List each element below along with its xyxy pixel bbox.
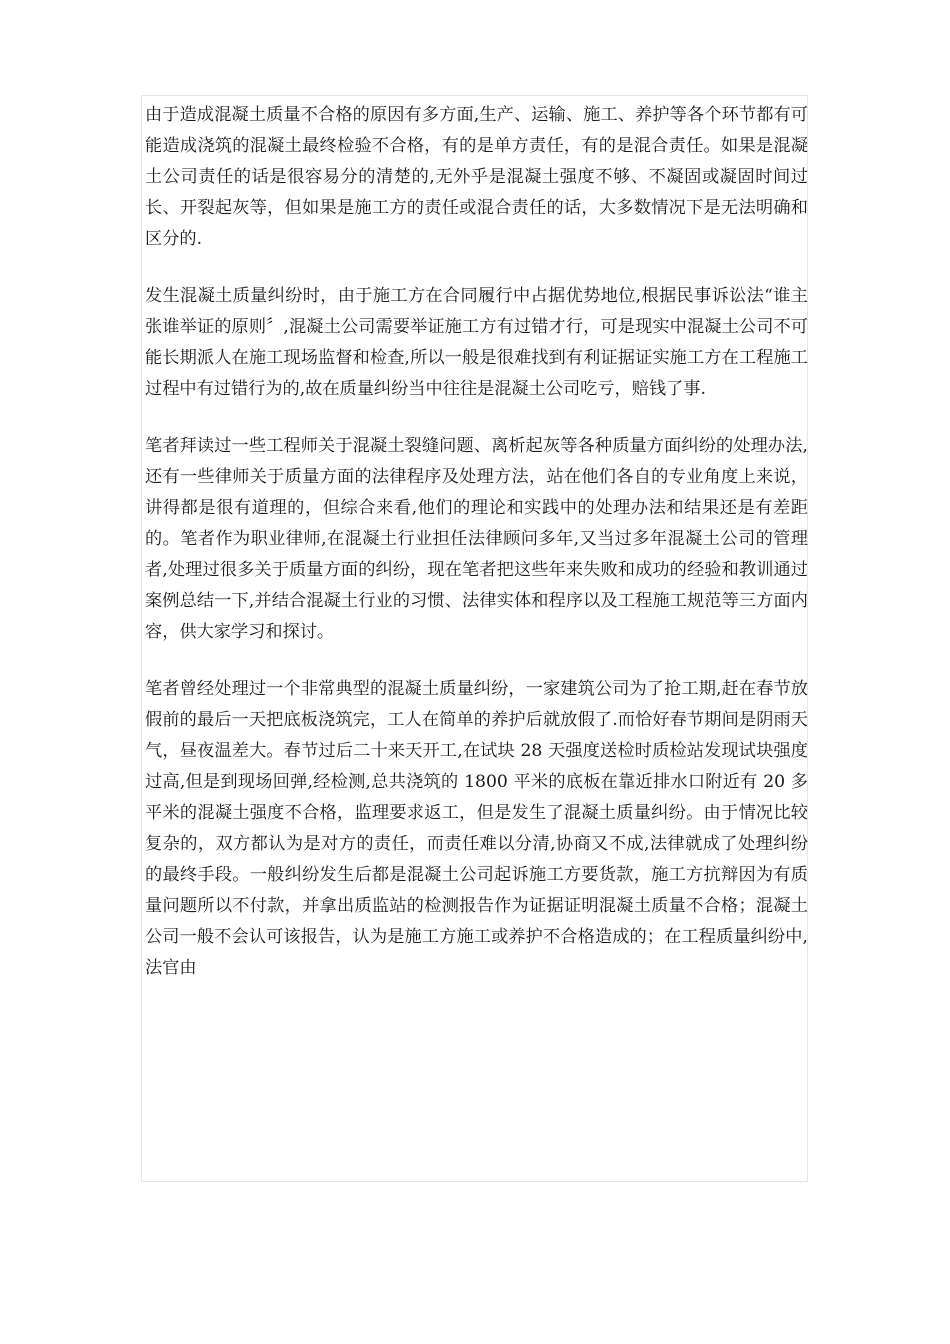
paragraph-2: 发生混凝土质量纠纷时，由于施工方在合同履行中占据优势地位,根据民事诉讼法“谁主张谁举证的原则〞,混凝土公司需要举证施工方有过错才行，可是现实中混凝土公司不可能长期派人在施工现场监督和检查,所以一般是很难找到有利证据证实施工方在工程施工过程中有过错行为的,故在质量纠纷当中往往是混凝土公司吃亏，赔钱了事. [145,286,808,399]
document-body [145,100,808,1010]
paragraph-1: 由于造成混凝土质量不合格的原因有多方面,生产、运输、施工、养护等各个环节都有可能造成浇筑的混凝土最终检验不合格，有的是单方责任，有的是混合责任。如果是混凝土公司责任的话是很容易分的清楚的,无外乎是混凝土强度不够、不凝固或凝固时间过长、开裂起灰等，但如果是施工方的责任或混合责任的话，大多数情况下是无法明确和区分的. [145,105,808,249]
paragraph-3: 笔者拜读过一些工程师关于混凝土裂缝问题、离析起灰等各种质量方面纠纷的处理办法,还有一些律师关于质量方面的法律程序及处理方法，站在他们各自的专业角度上来说，讲得都是很有道理的，但综合来看,他们的理论和实践中的处理办法和结果还是有差距的。笔者作为职业律师,在混凝土行业担任法律顾问多年,又当过多年混凝土公司的管理者,处理过很多关于质量方面的纠纷，现在笔者把这些年来失败和成功的经验和教训通过案例总结一下,并结合混凝土行业的习惯、法律实体和程序以及工程施工规范等三方面内容，供大家学习和探讨。 [145,436,808,642]
paragraph-4: 笔者曾经处理过一个非常典型的混凝土质量纠纷，一家建筑公司为了抢工期,赶在春节放假前的最后一天把底板浇筑完，工人在简单的养护后就放假了.而恰好春节期间是阴雨天气，昼夜温差大。春节过后二十来天开工,在试块 28 天强度送检时质检站发现试块强度过高,但是到现场回弹,经检测,总共浇筑的 1800 平米的底板在靠近排水口附近有 20 多平米的混凝土强度不合格，监理要求返工，但是发生了混凝土质量纠纷。由于情况比较复杂的，双方都认为是对方的责任，而责任难以分清,协商又不成,法律就成了处理纠纷的最终手段。一般纠纷发生后都是混凝土公司起诉施工方要货款，施工方抗辩因为有质量问题所以不付款，并拿出质监站的检测报告作为证据证明混凝土质量不合格；混凝土公司一般不会认可该报告，认为是施工方施工或养护不合格造成的；在工程质量纠纷中,法官由 [145,679,808,978]
